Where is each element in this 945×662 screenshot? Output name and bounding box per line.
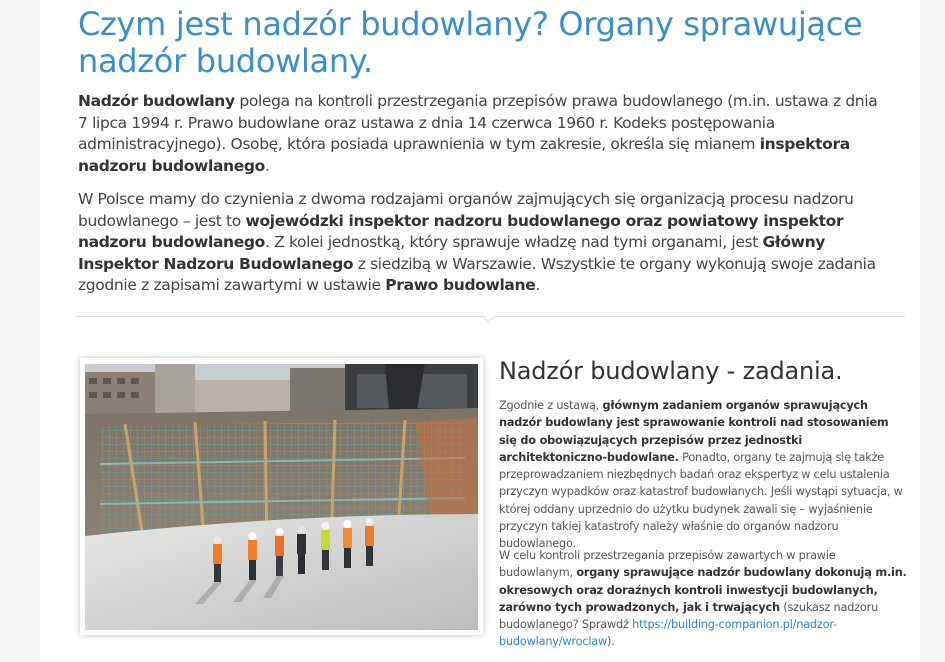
bold-text: głównym zadaniem organów sprawujących nadzór budowlany jest sprawowanie kontroli nad stosowaniem się do obowiązujących przepisów przez jednostki architektoniczno-budowlane. bbox=[499, 399, 889, 464]
building-companion-link[interactable]: https://building-companion.pl/nadzor-budowlany/wroclaw bbox=[499, 618, 837, 649]
bold-text: Prawo budowlane bbox=[385, 276, 536, 294]
paragraph-text: Ponadto, organy te zajmują się także przeprowadzaniem niezbędnych badań oraz ekspertyz w celu ustalenia przyczyn wypadków oraz katastrof budowlanych. Jeśli wystąpi sytuacja, w której oddany uprzednio do użytku budynek zawali się – wyjaśnienie przyczyn takiej katastrofy należy właśnie do organów nadzoru budowlanego. bbox=[499, 450, 903, 551]
construction-site-photo bbox=[85, 364, 478, 630]
intro-paragraph-2 bbox=[78, 189, 890, 297]
construction-photo-frame bbox=[80, 358, 483, 635]
bold-text: organy sprawujące nadzór budowlany dokonują m.in. okresowych oraz doraźnych kontroli inwestycji budowlanych, zarówno tych prowadzonych, jak i trwających bbox=[499, 566, 907, 614]
paragraph-text: polega na kontroli przestrzegania przepisów prawa budowlanego (m.in. ustawa z dnia 7 lipca 1994 r. Prawo budowlane oraz ustawa z dnia 14 czerwca 1960 r. Kodeks postępowania administracyjnego). Osobę, która posiada uprawnienia w tym zakresie, określa się mianem bbox=[78, 92, 878, 153]
bold-text: Główny Inspektor Nadzoru Budowlanego bbox=[78, 233, 826, 273]
bold-text: wojewódzki inspektor nadzoru budowlanego oraz powiatowy inspektor nadzoru budowlanego bbox=[78, 211, 844, 251]
section-paragraph-2 bbox=[499, 547, 909, 651]
intro-paragraph-1 bbox=[78, 91, 890, 177]
paragraph-text: . bbox=[264, 156, 270, 175]
paragraph-text: z siedzibą w Warszawie. Wszystkie te organy wykonują swoje zadania zgodnie z zapisami zawartymi w ustawie bbox=[78, 254, 876, 294]
paragraph-text: Zgodnie z ustawą, bbox=[499, 399, 603, 412]
bold-text: inspektora nadzoru budowlanego bbox=[78, 135, 850, 175]
paragraph-text: W Polsce mamy do czynienia z dwoma rodzajami organów zajmujących się organizacją procesu nadzoru budowlanego – jest to bbox=[78, 190, 854, 230]
section-paragraph-1 bbox=[499, 397, 909, 553]
section-title: Nadzór budowlany - zadania. bbox=[499, 357, 843, 385]
paragraph-text: . bbox=[535, 276, 540, 294]
paragraph-text: (szukasz nadzoru budowlanego? Sprawdź bbox=[499, 600, 879, 632]
bold-text: Nadzór budowlany bbox=[78, 92, 235, 110]
divider-notch bbox=[482, 310, 495, 323]
paragraph-text: ). bbox=[607, 635, 615, 649]
paragraph-text: W celu kontroli przestrzegania przepisów zawartych w prawie budowlanym, bbox=[499, 549, 836, 580]
article-title: Czym jest nadzór budowlany? Organy sprawujące nadzór budowlany. bbox=[78, 5, 863, 80]
paragraph-text: . Z kolei jednostką, który sprawuje władzę nad tymi organami, jest bbox=[264, 233, 763, 251]
article-page bbox=[40, 0, 920, 662]
